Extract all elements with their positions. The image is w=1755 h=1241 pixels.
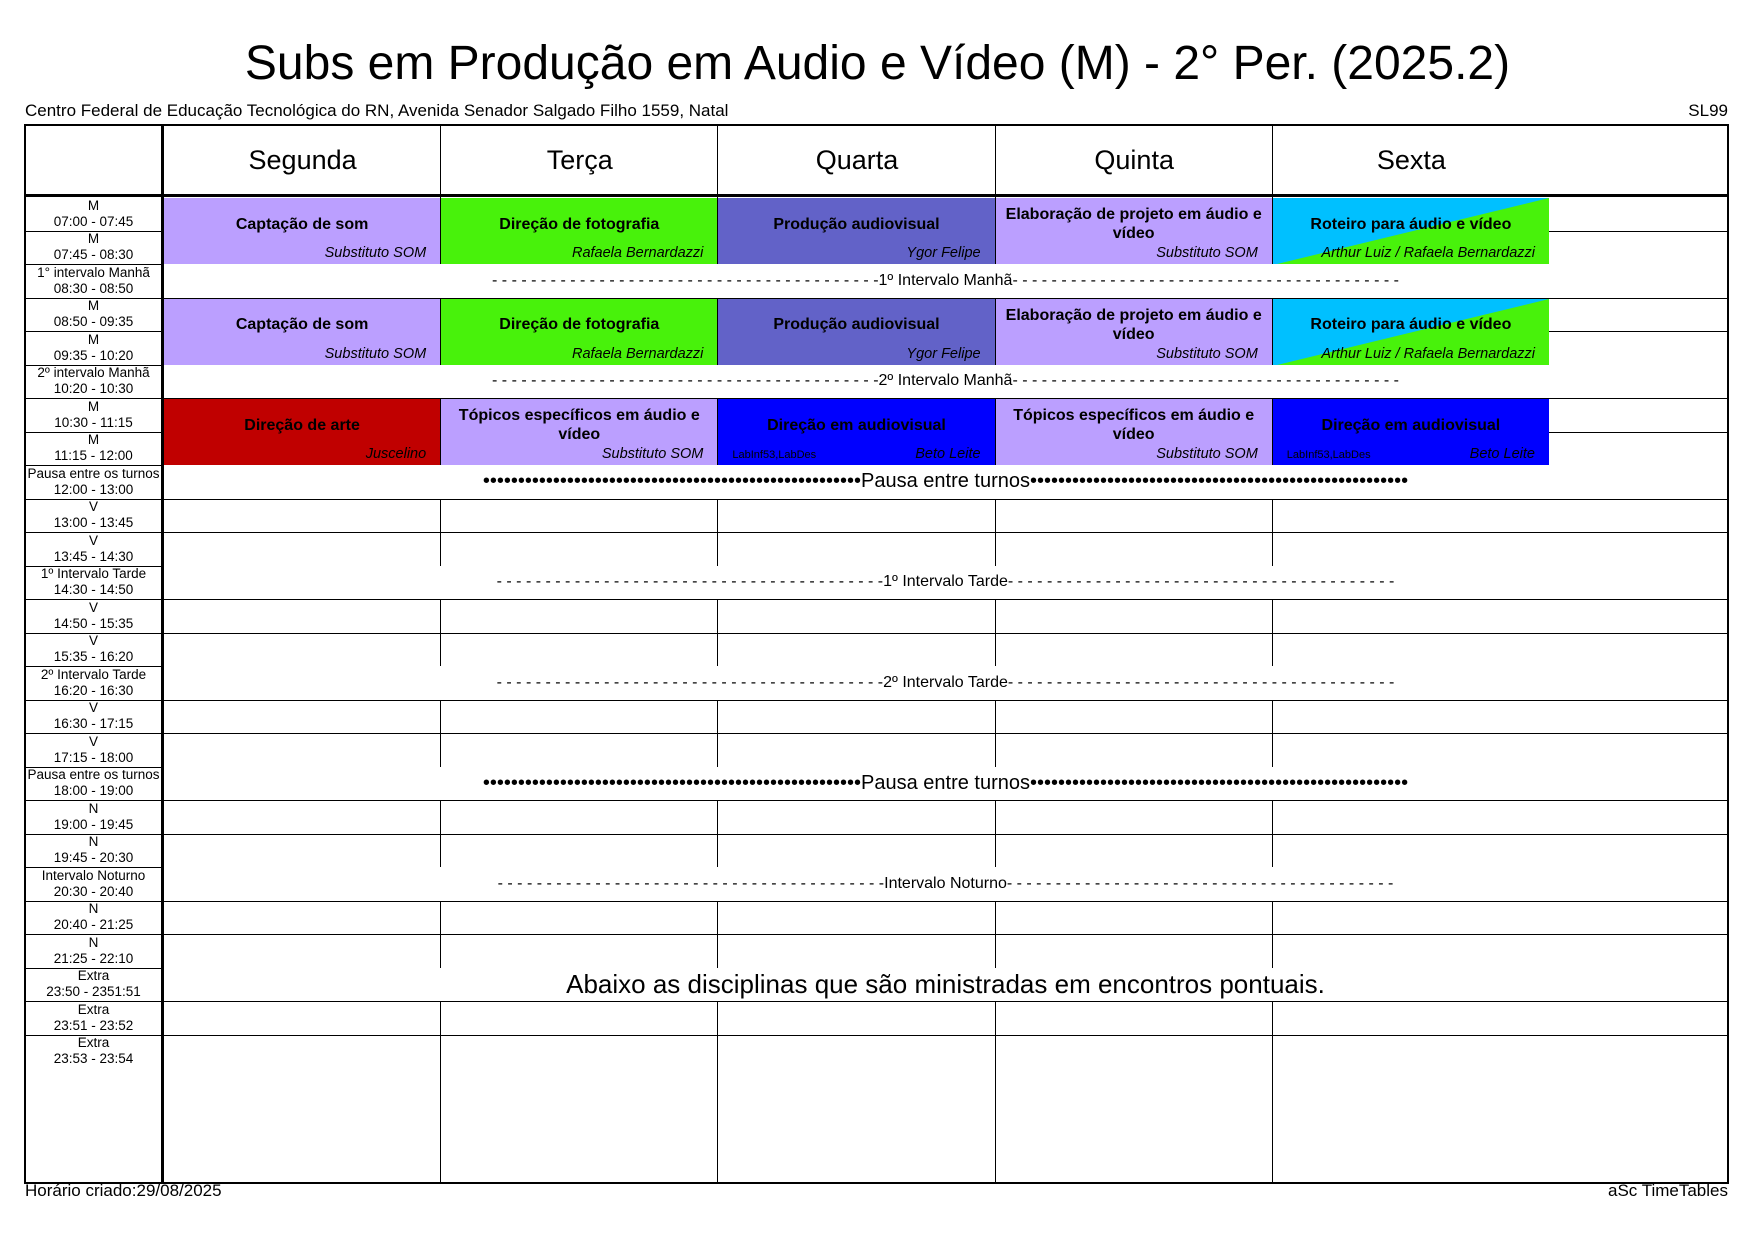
lesson-card[interactable]: [996, 299, 1272, 365]
period-label: V: [88, 532, 98, 548]
lesson-subject: Roteiro para áudio e vídeo: [1310, 316, 1512, 333]
period-time-cell: [26, 197, 161, 231]
period-time-cell: [26, 566, 161, 600]
day-header: Sexta: [1376, 144, 1446, 175]
break-label: 2º Intervalo Tarde: [883, 673, 1008, 691]
period-time-cell: [26, 365, 161, 399]
period-time: 09:35 - 10:20: [53, 347, 134, 363]
row-divider: [26, 700, 1727, 701]
break-banner: [164, 867, 1727, 901]
period-time: 20:30 - 20:40: [53, 883, 134, 899]
lesson-card[interactable]: [996, 399, 1272, 465]
lesson-subject: Captação de som: [235, 215, 369, 233]
break-leader: - - - - - - - - - - - - - - - - - - - - - - - - - - - - - - - - - - - - - - - -: [1007, 673, 1395, 691]
period-label: V: [88, 700, 98, 716]
break-label: Intervalo Noturno: [884, 874, 1007, 892]
period-time: 13:00 - 13:45: [53, 515, 134, 531]
created-date: Horário criado:29/08/2025: [25, 1181, 222, 1200]
break-label: 1º Intervalo Tarde: [883, 573, 1008, 591]
lesson-teacher: Arthur Luiz / Rafaela Bernardazzi: [1321, 245, 1535, 261]
lesson-subject: Roteiro para áudio e vídeo: [1310, 215, 1512, 233]
period-time-cell: [26, 432, 161, 466]
break-leader: - - - - - - - - - - - - - - - - - - - - - - - - - - - - - - - - - - - - - - - -: [497, 874, 885, 892]
period-time-cell: [26, 398, 161, 432]
break-banner: [164, 465, 1727, 499]
period-time-cell: [26, 532, 161, 566]
period-time-cell: [26, 968, 161, 1002]
break-banner: [164, 666, 1727, 700]
row-divider: [26, 599, 1727, 600]
lesson-teacher: Arthur Luiz / Rafaela Bernardazzi: [1321, 345, 1535, 362]
period-label: M: [87, 432, 100, 448]
period-time: 12:00 - 13:00: [53, 481, 134, 497]
period-time-cell: [26, 231, 161, 265]
lesson-subject: Elaboração de projeto em áudio e vídeo: [1005, 206, 1262, 242]
period-time-cell: [26, 633, 161, 667]
lesson-subject: Direção em audiovisual: [767, 416, 946, 434]
lesson-card[interactable]: [441, 399, 717, 465]
lesson-teacher: Substituto SOM: [324, 245, 427, 261]
room-code: SL99: [1688, 101, 1728, 120]
period-time: 08:30 - 08:50: [53, 280, 134, 296]
period-label: M: [87, 398, 100, 414]
period-time: 10:30 - 11:15: [54, 414, 133, 430]
period-time-cell: [26, 934, 161, 968]
period-label: N: [88, 901, 99, 917]
period-label: M: [87, 298, 100, 314]
lesson-subject: Tópicos específicos em áudio e vídeo: [1013, 407, 1255, 443]
period-time: 14:50 - 15:35: [53, 615, 134, 631]
lesson-subject: Produção audiovisual: [773, 316, 940, 333]
period-time-cell: [26, 465, 161, 499]
row-divider: [26, 633, 1727, 634]
lesson-subject: Captação de som: [235, 316, 369, 333]
period-time: 23:51 - 23:52: [53, 1017, 134, 1033]
period-time-cell: [26, 800, 161, 834]
lesson-card[interactable]: [718, 198, 994, 264]
break-leader: - - - - - - - - - - - - - - - - - - - - - - - - - - - - - - - - - - - - - - - -: [1007, 573, 1395, 591]
header-divider: [26, 194, 1727, 197]
period-time: 23:50 - 2351:51: [46, 984, 141, 1000]
break-leader: ••••••••••••••••••••••••••••••••••••••••••••••••••••••: [482, 771, 861, 794]
break-leader: - - - - - - - - - - - - - - - - - - - - - - - - - - - - - - - - - - - - - - - -: [1012, 271, 1399, 289]
period-label: N: [88, 834, 99, 850]
period-label: V: [88, 633, 98, 649]
period-time: 15:35 - 16:20: [53, 649, 134, 665]
row-divider: [26, 532, 1727, 533]
period-time: 21:25 - 22:10: [53, 950, 134, 966]
period-time: 08:50 - 09:35: [53, 314, 134, 330]
lesson-rooms: LabInf53,LabDes: [1286, 449, 1371, 461]
period-time-cell: [26, 1001, 161, 1035]
break-leader: ••••••••••••••••••••••••••••••••••••••••••••••••••••••: [1030, 771, 1409, 794]
break-leader: - - - - - - - - - - - - - - - - - - - - - - - - - - - - - - - - - - - - - - - -: [492, 372, 879, 390]
row-divider: [26, 934, 1727, 935]
row-divider: [26, 1035, 1727, 1036]
row-divider: [26, 901, 1727, 902]
period-label: M: [87, 331, 100, 347]
lesson-card[interactable]: [1273, 198, 1549, 264]
period-label: M: [87, 197, 100, 213]
break-label: 1º Intervalo Manhã: [878, 271, 1013, 289]
lesson-card[interactable]: [1273, 399, 1549, 465]
period-time-cell: [26, 834, 161, 868]
period-time-cell: [26, 901, 161, 935]
break-leader: - - - - - - - - - - - - - - - - - - - - - - - - - - - - - - - - - - - - - - - -: [1006, 874, 1394, 892]
period-label: Intervalo Noturno: [41, 867, 146, 883]
period-time-cell: [26, 767, 161, 801]
period-time-cell: [26, 298, 161, 332]
lesson-rooms: LabInf53,LabDes: [732, 449, 817, 461]
period-label: V: [88, 733, 98, 749]
period-time-cell: [26, 331, 161, 365]
period-label: 2º intervalo Manhã: [37, 365, 150, 381]
lesson-teacher: Substituto SOM: [1156, 245, 1258, 261]
lesson-teacher: Beto Leite: [915, 446, 981, 462]
timetable-grid: [24, 124, 1729, 1184]
period-label: 1° intervalo Manhã: [37, 264, 150, 280]
period-time: 17:15 - 18:00: [53, 749, 134, 765]
lesson-teacher: Rafaela Bernardazzi: [571, 345, 704, 362]
row-divider: [26, 834, 1727, 835]
institution-address: Centro Federal de Educação Tecnológica do RN, Avenida Senador Salgado Filho 1559, Natal: [25, 101, 729, 120]
period-time: 16:20 - 16:30: [53, 682, 134, 698]
period-label: 2º Intervalo Tarde: [40, 666, 147, 682]
lesson-subject: Direção de fotografia: [499, 316, 660, 333]
period-time: 20:40 - 21:25: [53, 917, 134, 933]
lesson-teacher: Beto Leite: [1469, 446, 1535, 462]
day-header: Segunda: [248, 144, 357, 175]
lesson-card[interactable]: [164, 399, 440, 465]
lesson-teacher: Substituto SOM: [324, 345, 427, 362]
period-label: 1º Intervalo Tarde: [40, 566, 147, 582]
day-header: Quarta: [815, 144, 899, 175]
period-time: 13:45 - 14:30: [53, 548, 134, 564]
break-leader: - - - - - - - - - - - - - - - - - - - - - - - - - - - - - - - - - - - - - - - -: [496, 673, 884, 691]
period-time: 23:53 - 23:54: [53, 1051, 134, 1067]
lesson-subject: Produção audiovisual: [773, 215, 940, 233]
break-leader: ••••••••••••••••••••••••••••••••••••••••••••••••••••••: [482, 470, 861, 493]
period-time-cell: [26, 666, 161, 700]
lesson-teacher: Juscelino: [365, 446, 427, 462]
lesson-card[interactable]: [1273, 299, 1549, 365]
break-label: 2º Intervalo Manhã: [878, 372, 1013, 390]
lesson-card[interactable]: [718, 399, 994, 465]
lesson-card[interactable]: [718, 299, 994, 365]
period-label: V: [88, 499, 98, 515]
lesson-card[interactable]: [441, 198, 717, 264]
break-label: Pausa entre turnos: [861, 771, 1030, 794]
row-divider: [26, 499, 1727, 500]
row-divider: [26, 1001, 1727, 1002]
lesson-teacher: Substituto SOM: [1156, 345, 1258, 362]
period-time-cell: [26, 264, 161, 298]
day-header: Terça: [546, 144, 613, 175]
period-label: Extra: [77, 968, 110, 984]
lesson-teacher: Substituto SOM: [1156, 446, 1258, 462]
lesson-teacher: Ygor Felipe: [906, 245, 981, 261]
period-time: 11:15 - 12:00: [54, 448, 133, 464]
lesson-card[interactable]: [441, 299, 717, 365]
break-banner: [164, 767, 1727, 801]
break-banner: [164, 365, 1727, 399]
period-time: 07:00 - 07:45: [53, 213, 134, 229]
row-divider: [26, 733, 1727, 734]
lesson-card[interactable]: [996, 198, 1272, 264]
row-divider: [26, 800, 1727, 801]
period-time: 18:00 - 19:00: [53, 783, 134, 799]
lesson-subject: Direção de fotografia: [499, 215, 660, 233]
period-time: 16:30 - 17:15: [53, 716, 134, 732]
period-label: M: [87, 231, 100, 247]
period-time-cell: [26, 700, 161, 734]
lesson-subject: Direção em audiovisual: [1321, 416, 1501, 434]
lesson-card[interactable]: [164, 198, 440, 264]
period-time-cell: [26, 867, 161, 901]
period-time-cell: [26, 499, 161, 533]
period-label: Extra: [77, 1001, 110, 1017]
page-title: Subs em Produção em Audio e Vídeo (M) - 2° Per. (2025.2): [244, 37, 1511, 90]
day-header: Quinta: [1094, 144, 1174, 175]
lesson-subject: Tópicos específicos em áudio e vídeo: [458, 407, 700, 443]
lesson-subject: Direção de arte: [244, 416, 360, 434]
period-label: Extra: [77, 1035, 110, 1051]
lesson-teacher: Ygor Felipe: [906, 345, 981, 362]
period-label: N: [88, 800, 99, 816]
break-label: Pausa entre turnos: [861, 470, 1030, 493]
period-time-cell: [26, 1035, 161, 1069]
period-label: N: [88, 934, 99, 950]
period-label: Pausa entre os turnos: [27, 465, 160, 481]
break-label: Abaixo as disciplinas que são ministradas em encontros pontuais.: [566, 968, 1325, 999]
period-time-cell: [26, 733, 161, 767]
break-banner: [164, 264, 1727, 298]
lesson-card[interactable]: [164, 299, 440, 365]
period-time: 14:30 - 14:50: [53, 582, 134, 598]
period-label: Pausa entre os turnos: [27, 767, 160, 783]
break-leader: ••••••••••••••••••••••••••••••••••••••••••••••••••••••: [1030, 470, 1409, 493]
break-banner: [164, 968, 1727, 1002]
lesson-teacher: Rafaela Bernardazzi: [571, 245, 704, 261]
software-credit: aSc TimeTables: [1608, 1181, 1728, 1200]
period-label: V: [88, 599, 98, 615]
period-time: 10:20 - 10:30: [53, 381, 134, 397]
period-time: 07:45 - 08:30: [53, 247, 134, 263]
period-time: 19:00 - 19:45: [53, 816, 134, 832]
break-banner: [164, 566, 1727, 600]
period-time: 19:45 - 20:30: [53, 850, 134, 866]
lesson-subject: Elaboração de projeto em áudio e vídeo: [1005, 306, 1262, 343]
break-leader: - - - - - - - - - - - - - - - - - - - - - - - - - - - - - - - - - - - - - - - -: [496, 573, 884, 591]
period-time-cell: [26, 599, 161, 633]
break-leader: - - - - - - - - - - - - - - - - - - - - - - - - - - - - - - - - - - - - - - - -: [492, 271, 879, 289]
break-leader: - - - - - - - - - - - - - - - - - - - - - - - - - - - - - - - - - - - - - - - -: [1012, 372, 1399, 390]
lesson-teacher: Substituto SOM: [601, 446, 704, 462]
